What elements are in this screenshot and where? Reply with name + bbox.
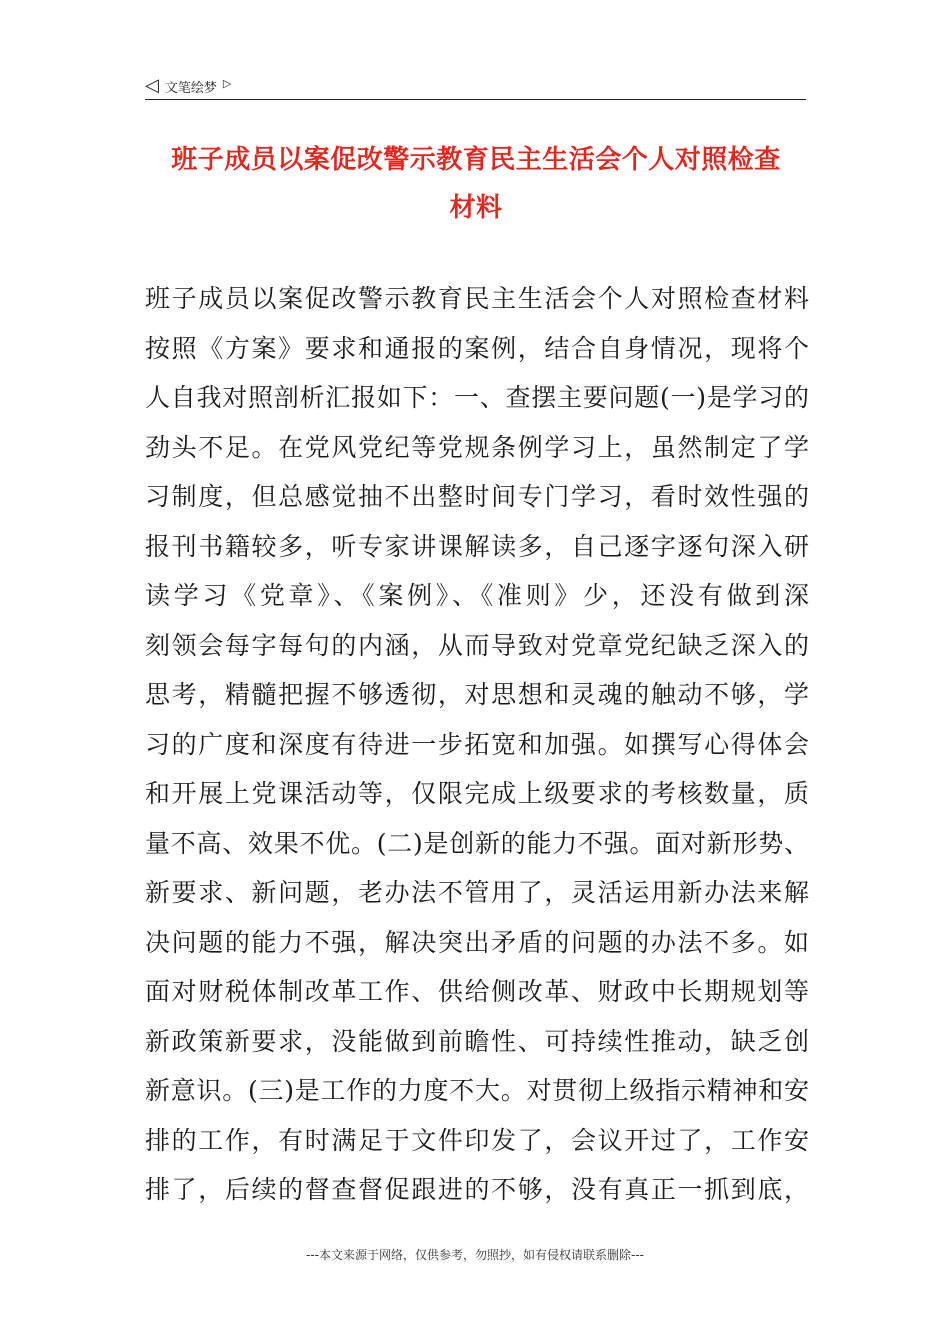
body-line: 新政策新要求，没能做到前瞻性、可持续性推动，缺乏创 xyxy=(145,1026,809,1056)
body-line: 思考，精髓把握不够透彻，对思想和灵魂的触动不够，学 xyxy=(145,680,809,709)
body-line: 劲头不足。在党风党纪等党规条例学习上，虽然制定了学 xyxy=(145,432,809,462)
header-label: 文笔绘梦 xyxy=(164,80,217,96)
document-body xyxy=(145,274,809,1215)
body-line: 刻领会每字每句的内涵，从而导致对党章党纪缺乏深入的 xyxy=(145,630,809,660)
body-line: 量不高、效果不优。(二)是创新的能力不强。面对新形势、 xyxy=(145,828,809,858)
body-line: 习制度，但总感觉抽不出整时间专门学习，看时效性强的 xyxy=(145,482,809,511)
header-divider xyxy=(145,99,806,100)
body-line: 班子成员以案促改警示教育民主生活会个人对照检查材料 xyxy=(145,284,809,313)
document-title xyxy=(140,136,812,232)
body-line: 报刊书籍较多，听专家讲课解读多，自己逐字逐句深入研 xyxy=(145,531,809,561)
body-line: 按照《方案》要求和通报的案例，结合自身情况，现将个 xyxy=(145,333,809,363)
body-line: 排了，后续的督查督促跟进的不够，没有真正一抓到底， xyxy=(145,1175,809,1204)
body-line: 决问题的能力不强，解决突出矛盾的问题的办法不多。如 xyxy=(145,927,809,957)
body-line: 人自我对照剖析汇报如下：一、查摆主要问题(一)是学习的 xyxy=(145,383,809,412)
page-header xyxy=(145,74,806,98)
title-line-1: 班子成员以案促改警示教育民主生活会个人对照检查 xyxy=(171,145,781,175)
body-line: 排的工作，有时满足于文件印发了，会议开过了，工作安 xyxy=(145,1125,809,1155)
body-line: 面对财税体制改革工作、供给侧改革、财政中长期规划等 xyxy=(145,977,809,1006)
triangle-right-icon: ▷ xyxy=(222,76,232,90)
page-footer-disclaimer: ---本文来源于网络，仅供参考，勿照抄，如有侵权请联系删除--- xyxy=(306,1248,644,1262)
body-line: 习的广度和深度有待进一步拓宽和加强。如撰写心得体会 xyxy=(145,729,809,759)
body-line: 读学习《党章》、《案例》、《准则》少，还没有做到深 xyxy=(145,581,809,610)
body-line: 新要求、新问题，老办法不管用了，灵活运用新办法来解 xyxy=(145,878,809,907)
body-line: 新意识。(三)是工作的力度不大。对贯彻上级指示精神和安 xyxy=(145,1076,809,1105)
triangle-left-icon: ◁ xyxy=(145,75,159,96)
title-line-2: 材料 xyxy=(449,193,503,223)
body-line: 和开展上党课活动等，仅限完成上级要求的考核数量，质 xyxy=(145,779,809,808)
